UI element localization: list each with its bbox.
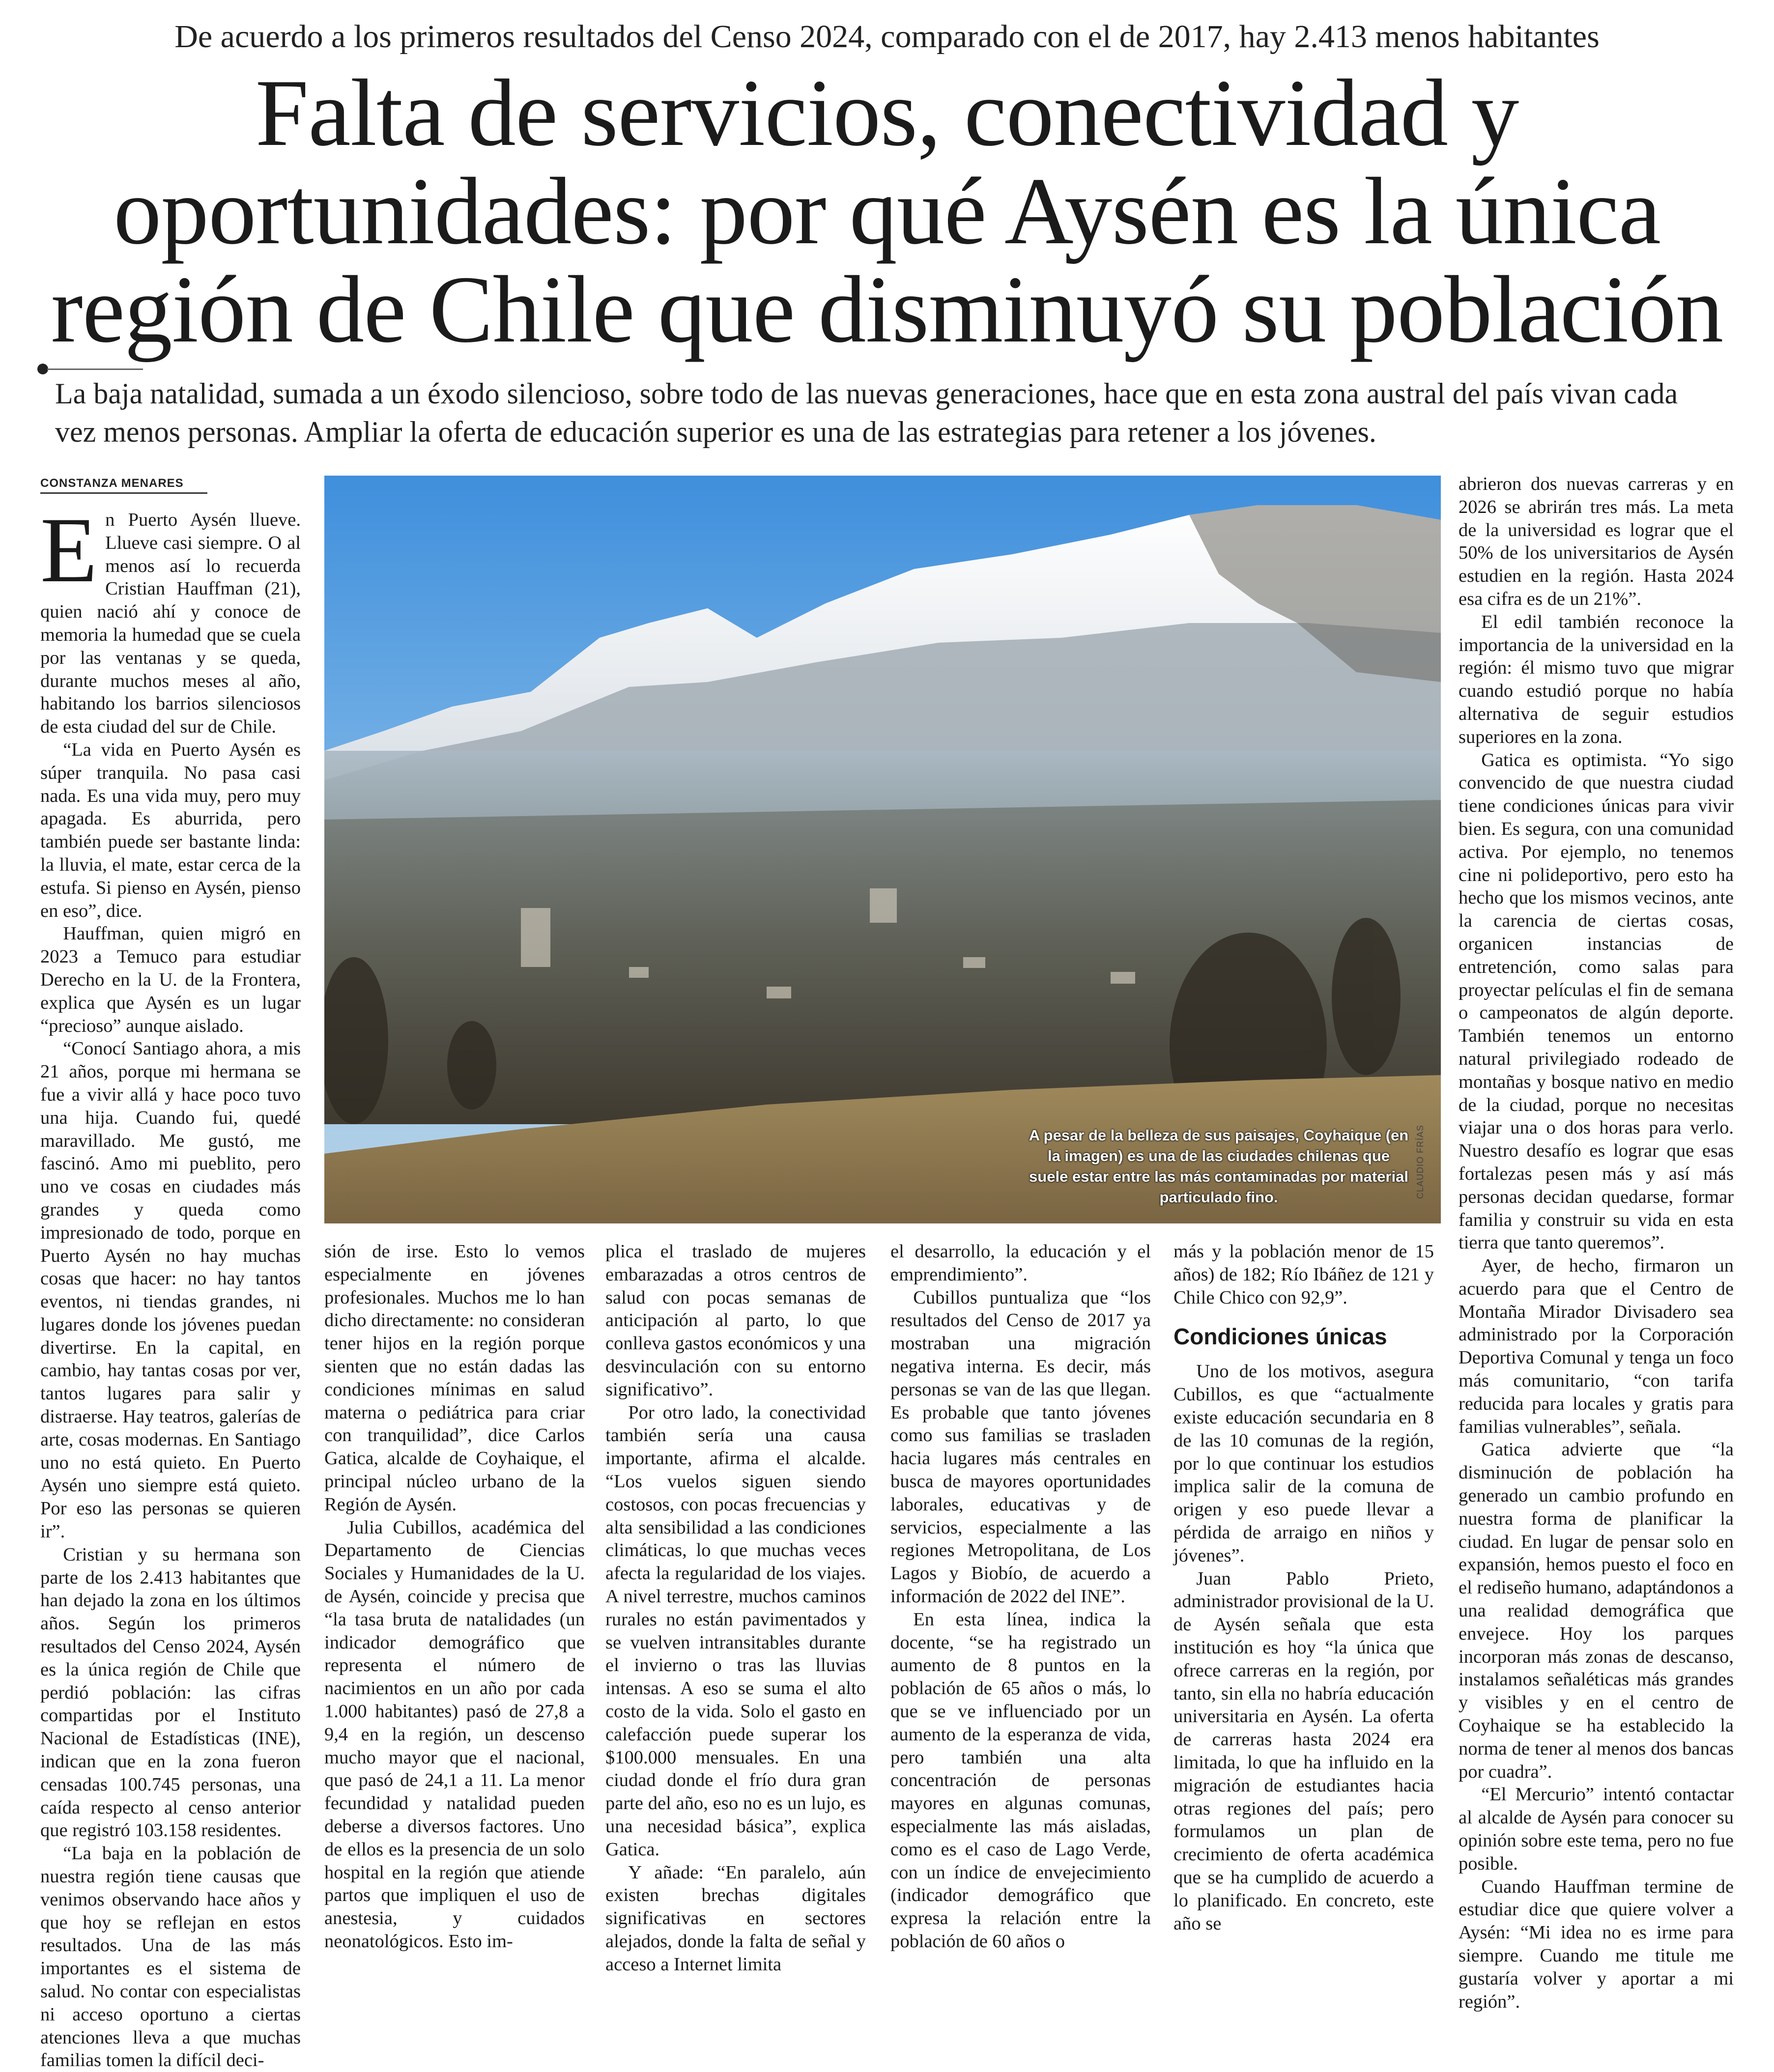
paragraph: Cubillos puntualiza que “los resultados del Censo de 2017 ya mostraban una migración negativa interna. Es decir, más personas se van de las que llegan. Es probable que tanto jóvenes como sus familias se trasladen hacia lugares más centrales en busca de mayores oportunidades laborales, educativas y de servicios, especialmente a las regiones Metropolitana, de Los Lagos y Biobío, de acuerdo a información de 2022 del INE”. <box>890 1287 1151 1607</box>
paragraph: Uno de los motivos, asegura Cubillos, es que “actualmente existe educación secundaria en 8 de las 10 comunas de la región, por lo que continuar los estudios implica salir de la comuna de origen y eso puede llevar a pérdida de arraigo en niños y jóvenes”. <box>1173 1361 1434 1566</box>
headline: Falta de servicios, conectividad y oportunidades: por qué Aysén es la única región de Chile que disminuyó su población <box>51 60 1723 363</box>
paragraph-text: n Puerto Aysén llueve. Llueve casi siempre. O al menos así lo recuerda Cristian Hauffman (21), quien nació ahí y conoce de memoria la humedad que se cuela por las ventanas y se queda, durante muchos meses al año, habitando los barrios silenciosos de esta ciudad del sur de Chile. <box>40 510 301 738</box>
byline: CONSTANZA MENARES <box>40 477 207 494</box>
deck: La baja natalidad, sumada a un éxodo silencioso, sobre todo de las nuevas generaciones, hace que en esta zona austral del país vivan cada vez menos personas. Ampliar la oferta de educación superior es una de las estrategias para retener a los jóvenes. <box>55 377 1678 448</box>
paragraph: “La vida en Puerto Aysén es súper tranquila. No pasa casi nada. Es una vida muy, pero muy apagada. Es aburrida, pero también puede ser bastante linda: la lluvia, el mate, estar cerca de la estufa. Si pienso en Aysén, pienso en eso”, dice. <box>40 739 301 921</box>
photo-caption: A pesar de la belleza de sus paisajes, Coyhaique (en la imagen) es una de las ciudades chilenas que suele estar entre las más contaminadas por material particulado fino. <box>1029 1127 1409 1206</box>
paragraph: más y la población menor de 15 años) de 182; Río Ibáñez de 121 y Chile Chico con 92,9”. <box>1173 1241 1434 1308</box>
paragraph: Julia Cubillos, académica del Departamento de Ciencias Sociales y Humanidades de la U. de Aysén, coincide y precisa que “la tasa bruta de natalidades (un indicador demográfico que representa el número de nacimientos en un año por cada 1.000 habitantes) pasó de 27,8 a 9,4 en la región, un descenso mucho mayor que el nacional, que pasó de 24,1 a 11. La menor fecundidad y natalidad pueden deberse a diversos factores. Uno de ellos es la presencia de un solo hospital en la región que atiende partos que impliquen el uso de anestesia, y cuidados neonatológicos. Esto im- <box>324 1517 585 1952</box>
column-2 <box>324 1240 585 1953</box>
paragraph: abrieron dos nuevas carreras y en 2026 se abrirán tres más. La meta de la universidad es lograr que el 50% de los universitarios de Aysén estudien en la región. Hasta 2024 esa cifra es de un 21%”. <box>1459 474 1734 609</box>
photo-coyhaique <box>324 476 1441 1223</box>
paragraph <box>40 499 301 738</box>
paragraph: En esta línea, indica la docente, “se ha registrado un aumento de 8 puntos en la población de 65 años o más, lo que se ve influenciado por un aumento de la esperanza de vida, pero también una alta concentración de personas mayores en algunas comunas, especialmente las más aisladas, como es el caso de Lago Verde, con un índice de envejecimiento (indicador demográfico que expresa la relación entre la población de 60 años o <box>890 1609 1151 1952</box>
paragraph: el desarrollo, la educación y el emprendimiento”. <box>890 1241 1151 1285</box>
paragraph: Por otro lado, la conectividad también sería una causa importante, afirma el alcalde. “Los vuelos siguen siendo costosos, con pocas frecuencias y alta sensibilidad a las condiciones climáticas, lo que muchas veces afecta la regularidad de los viajes. A nivel terrestre, muchos caminos rurales no están pavimentados y se vuelven intransitables durante el invierno o tras las lluvias intensas. A eso se suma el alto costo de la vida. Solo el gasto en calefacción puede superar los $100.000 mensuales. En una ciudad donde el frío dura gran parte del año, eso no es un lujo, es una necesidad básica”, explica Gatica. <box>605 1402 866 1860</box>
paragraph: plica el traslado de mujeres embarazadas a otros centros de salud con pocas semanas de anticipación al parto, lo que conlleva gastos económicos y una desvinculación con su entorno significativo”. <box>605 1241 866 1400</box>
paragraph: Cristian y su hermana son parte de los 2.413 habitantes que han dejado la zona en los últimos años. Según los primeros resultados del Censo 2024, Aysén es la única región de Chile que perdió población: las cifras compartidas por el Instituto Nacional de Estadísticas (INE), indican que en la zona fueron censadas 100.745 personas, una caída respecto al censo anterior que registró 103.158 residentes. <box>40 1544 301 1841</box>
paragraph: El edil también reconoce la importancia de la universidad en la región: él mismo tuvo que migrar cuando estudió porque no había alternativa de seguir estudios superiores en la zona. <box>1459 611 1734 747</box>
rule-line <box>47 369 143 370</box>
paragraph: Y añade: “En paralelo, aún existen brechas digitales significativas en sectores alejados, donde la falta de señal y acceso a Internet limita <box>605 1862 866 1975</box>
paragraph: Ayer, de hecho, firmaron un acuerdo para que el Centro de Montaña Mirador Divisadero sea administrado por la Corporación Deportiva Comunal y tenga un foco más comunitario, “con tarifa reducida para locales y gratis para familias vulnerables”, señala. <box>1459 1255 1734 1437</box>
subheading: Condiciones únicas <box>1173 1324 1387 1350</box>
paragraph: “La baja en la población de nuestra región tiene causas que venimos observando hace años y que hoy se reflejan en estos resultados. Una de las más importantes es el sistema de salud. No contar con especialistas ni acceso oportuno a ciertas atenciones lleva a que muchas familias tomen la difícil deci- <box>40 1843 301 2071</box>
landscape-image <box>324 476 1441 1223</box>
paragraph: “El Mercurio” intentó contactar al alcalde de Aysén para conocer su opinión sobre este tema, pero no fue posible. <box>1459 1784 1734 1874</box>
paragraph: Hauffman, quien migró en 2023 a Temuco para estudiar Derecho en la U. de la Frontera, explica que Aysén es un lugar “precioso” aunque aislado. <box>40 923 301 1036</box>
paragraph: Gatica es optimista. “Yo sigo convencido de que nuestra ciudad tiene condiciones únicas para vivir bien. Es segura, con una comunidad activa. Por ejemplo, no tenemos cine ni polideportivo, pero esto ha hecho que los mismos vecinos, ante la carencia de ciertas cosas, organicen instancias de entretención, como salas para proyectar películas el fin de semana o campeonatos de algún deporte. También tenemos un entorno natural privilegiado rodeado de montañas y bosque nativo en medio de la ciudad, porque no necesitas viajar una o dos horas para verlo. Nuestro desafío es lograr que esas fortalezas pesen más y así más personas decidan quedarse, formar familia y construir su vida en esta tierra que tanto queremos”. <box>1459 749 1734 1253</box>
column-4 <box>890 1240 1151 1953</box>
paragraph: sión de irse. Esto lo vemos especialmente en jóvenes profesionales. Muchos me lo han dicho directamente: no consideran tener hijos en la región porque sienten que no están dadas las condiciones mínimas en salud materna o pediátrica para criar con tranquilidad”, dice Carlos Gatica, alcalde de Coyhaique, el principal núcleo urbano de la Región de Aysén. <box>324 1241 585 1515</box>
paragraph: Gatica advierte que “la disminución de población ha generado un cambio profundo en nuestra forma de planificar la ciudad. En lugar de pensar solo en expansión, hemos puesto el foco en el rediseño humano, adaptándonos a una realidad demográfica que envejece. Hoy los parques incorporan más zonas de descanso, instalamos señaléticas más grandes y visibles y en el centro de Coyhaique se ha establecido la norma de tener al menos dos bancas por cuadra”. <box>1459 1439 1734 1782</box>
kicker: De acuerdo a los primeros resultados del Censo 2024, comparado con el de 2017, hay 2.413 menos habitantes <box>174 19 1600 55</box>
column-1 <box>40 499 301 2072</box>
column-3 <box>605 1240 866 1976</box>
column-5 <box>1173 1240 1434 1935</box>
paragraph: “Conocí Santiago ahora, a mis 21 años, porque mi hermana se fue a vivir allá y hace poco tuvo una hija. Cuando fui, quedé maravillado. Me gustó, me fascinó. Amo mi pueblito, pero uno ve cosas en ciudades más grandes y queda como impresionado de todo, porque en Puerto Aysén no hay muchas cosas que hacer: no hay tantos eventos, ni tiendas grandes, ni lugares donde los jóvenes puedan divertirse. En la capital, en cambio, hay tantas cosas por ver, tantos lugares para salir y distraerse. Hay teatros, galerías de arte, cosas modernas. En Santiago uno no está quieto. En Puerto Aysén uno siempre está quieto. Por eso las personas se quieren ir”. <box>40 1038 301 1542</box>
column-6 <box>1459 473 1734 2013</box>
photo-credit: CLAUDIO FRÍAS <box>1415 1124 1425 1199</box>
paragraph: Cuando Hauffman termine de estudiar dice que quiere volver a Aysén: “Mi idea no es irme para siempre. Cuando me titule me gustaría volver y aportar a mi región”. <box>1459 1876 1734 2012</box>
rule-dot <box>37 364 48 374</box>
paragraph: Juan Pablo Prieto, administrador provisional de la U. de Aysén señala que esta institución es hoy “la única que ofrece carreras en la región, por tanto, sin ella no habría educación universitaria en Aysén. La oferta de carreras hasta 2024 era limitada, lo que ha influido en la migración de estudiantes hacia otras regiones del país; pero formulamos un plan de crecimiento de oferta académica que se ha cumplido de acuerdo a lo planificado. En concreto, este año se <box>1173 1568 1434 1934</box>
drop-cap: E <box>40 499 98 602</box>
